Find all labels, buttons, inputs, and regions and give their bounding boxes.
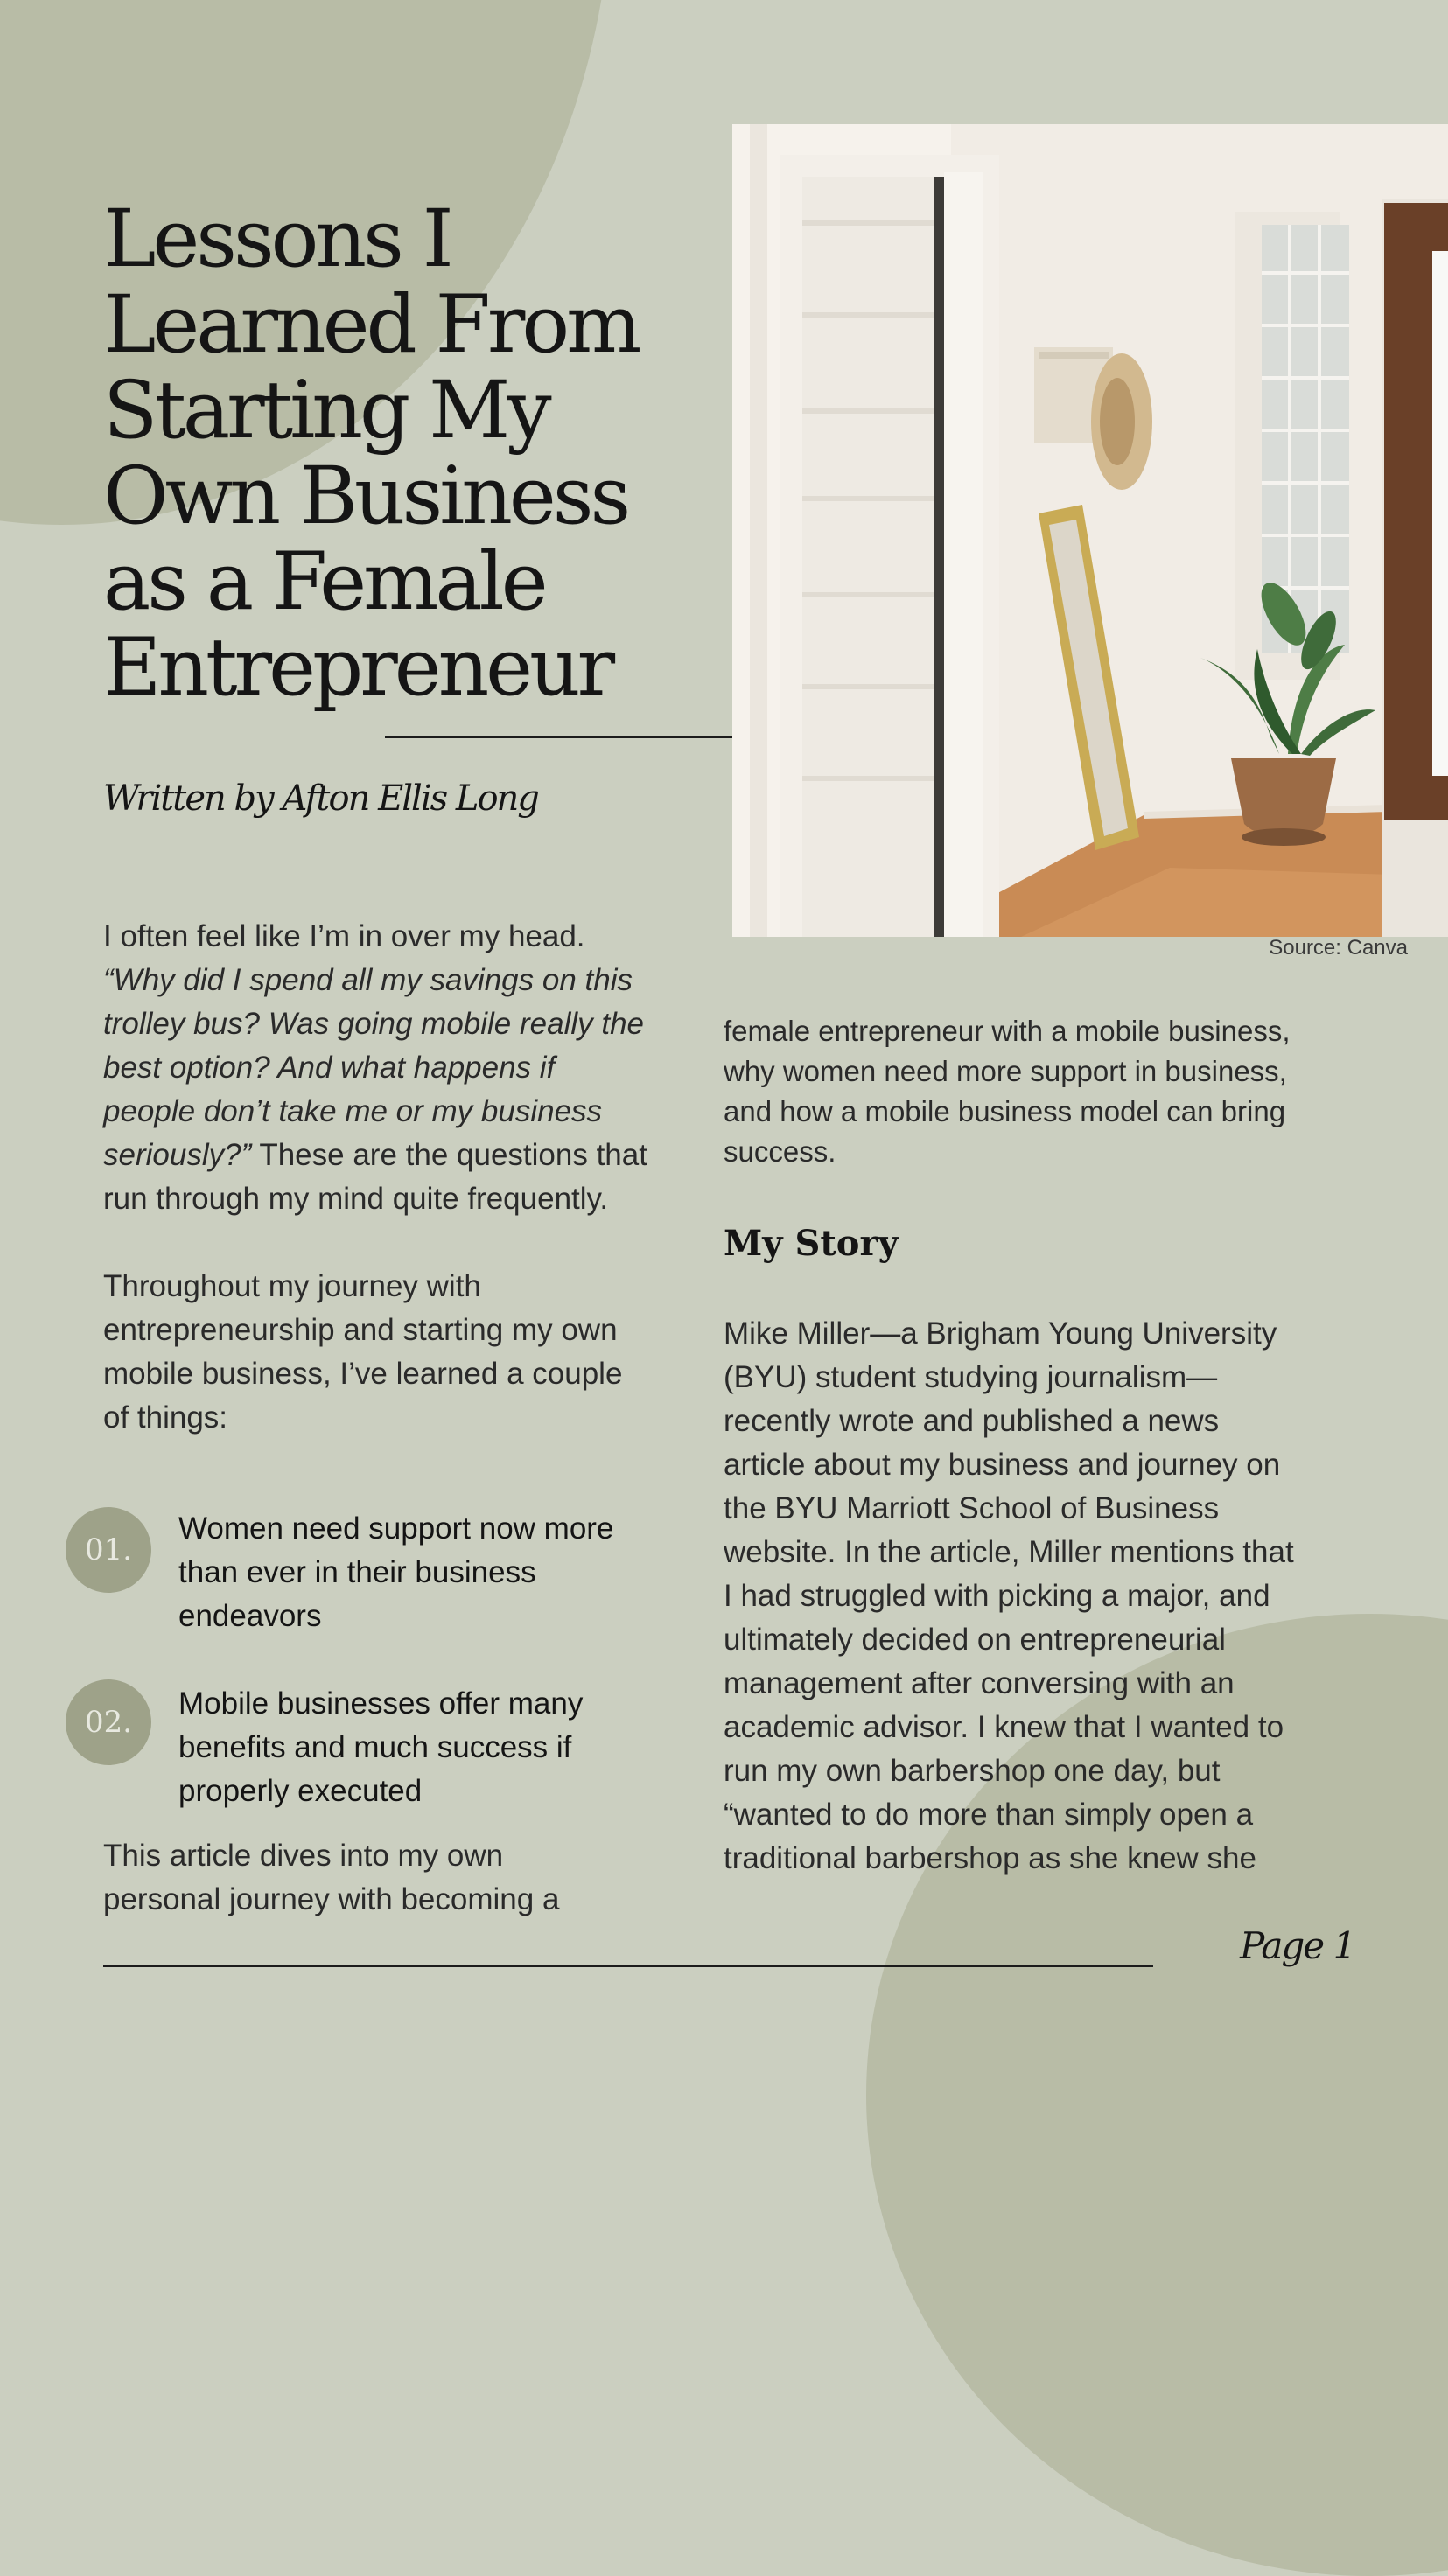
- lesson-number-badge: 02.: [66, 1679, 151, 1765]
- intro-italic-quote: “Why did I spend all my savings on this trolley bus? Was going mobile really the best option? And what happens if people don’t take me or my business seriously?”: [103, 963, 645, 1172]
- intro-paragraph: [103, 915, 654, 1221]
- title-line: as a Female: [103, 536, 545, 628]
- lesson-number-badge: 01.: [66, 1507, 151, 1593]
- title-line: Entrepreneur: [103, 622, 612, 714]
- intro-plain: I often feel like I’m in over my head.: [103, 919, 585, 953]
- lesson-text: Mobile businesses offer many benefits and much success if properly executed: [178, 1686, 584, 1808]
- hallway-photo: [732, 124, 1448, 937]
- article-title: [103, 193, 646, 714]
- dives-paragraph-start: This article dives into my own personal journey with becoming a: [103, 1839, 560, 1916]
- journey-paragraph: Throughout my journey with entrepreneurship and starting my own mobile business, I’ve learned a couple of things:: [103, 1269, 623, 1435]
- left-column: [103, 915, 654, 1440]
- dives-paragraph-continued: female entrepreneur with a mobile business, why women need more support in business, and how a mobile business model can bring success.: [724, 1015, 1291, 1168]
- page-number: Page 1: [1240, 1924, 1355, 1967]
- byline: Written by Afton Ellis Long: [103, 778, 538, 819]
- footer-divider: [103, 1965, 1153, 1967]
- lesson-text: Women need support now more than ever in their business endeavors: [178, 1511, 614, 1633]
- story-paragraph: Mike Miller—a Brigham Young University (BYU) student studying journalism—recently wrote and published a news article about my business and journey on the BYU Marriott School of Business website. In the article, Miller mentions that I had struggled with picking a major, and ultimately decided on entrepreneurial management after conversing with an academic advisor. I knew that I wanted to run my own barbershop one day, but “wanted to do more than simply open a traditional barbershop as she knew she: [724, 1316, 1294, 1875]
- title-line: Lessons I: [103, 193, 451, 285]
- title-line: Learned From: [103, 279, 639, 371]
- right-column: [724, 1011, 1301, 1881]
- section-heading: My Story: [724, 1223, 899, 1264]
- intro-rest: These are the questions that run through my mind quite frequently.: [103, 1138, 647, 1216]
- title-line: Starting My: [103, 365, 549, 457]
- title-line: Own Business: [103, 450, 628, 542]
- image-source-caption: Source: Canva: [1269, 936, 1408, 960]
